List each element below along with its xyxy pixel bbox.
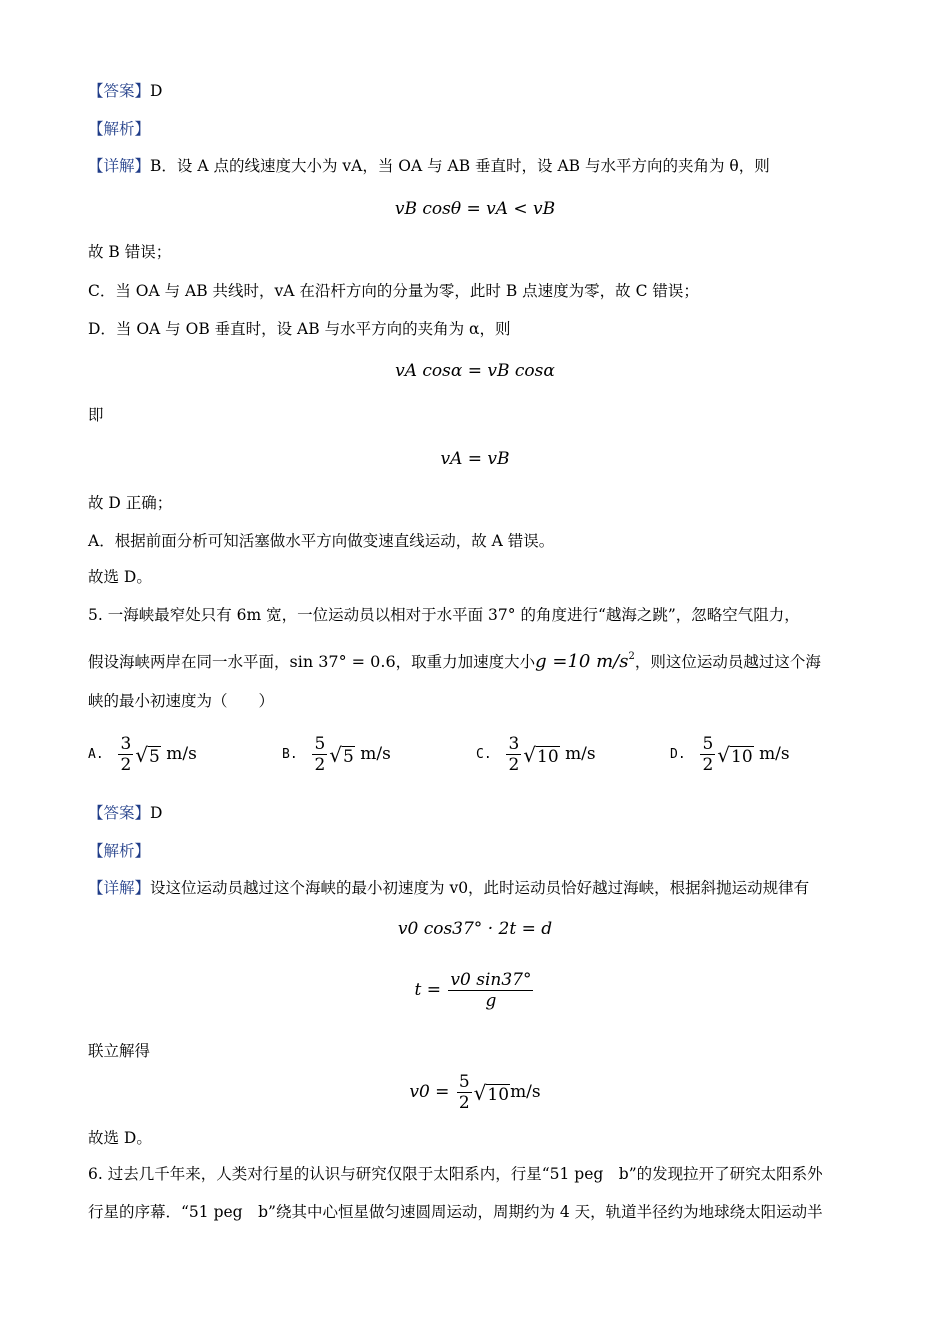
option-unit: m/s xyxy=(360,744,391,764)
answer-tag: 【答案】 xyxy=(88,82,151,100)
b-wrong-line: 故 B 错误； xyxy=(88,243,172,261)
option-c xyxy=(476,734,596,775)
option-value xyxy=(504,734,596,775)
eq3-den: 2 xyxy=(458,1093,470,1113)
option-num: 5 xyxy=(314,734,326,754)
option-num: 3 xyxy=(508,734,520,754)
option-value xyxy=(116,734,197,775)
option-fraction xyxy=(312,734,327,775)
equation-2: vA cosα = vB cosα xyxy=(395,361,555,381)
eq2-den: g xyxy=(485,991,497,1011)
analysis-label: 【解析】 xyxy=(88,842,151,860)
analysis-tag xyxy=(88,118,150,140)
solve-line: 联立解得 xyxy=(88,1042,151,1060)
q5-choose-line: 故选 D。 xyxy=(88,1129,152,1147)
detail-tag: 【详解】 xyxy=(88,157,151,175)
equation-3: vA = vB xyxy=(440,449,510,469)
q5-line3: 峡的最小初速度为（ ） xyxy=(88,692,275,710)
option-label: A. xyxy=(88,747,104,762)
q5-analysis-tag xyxy=(88,840,150,862)
sqrt-sign: √5 xyxy=(135,742,160,767)
analysis-label: 【解析】 xyxy=(88,120,151,138)
eq2-lhs: t = xyxy=(414,980,441,1000)
option-unit: m/s xyxy=(565,744,596,764)
option-value xyxy=(310,734,391,775)
option-label: B. xyxy=(282,747,298,762)
eq3-fraction xyxy=(457,1072,472,1113)
q5-equation-1: v0 cos37° · 2t = d xyxy=(397,919,553,939)
q5-g-value: g =10 m/s xyxy=(535,651,629,672)
option-label: C. xyxy=(476,747,492,762)
q5-answer-line xyxy=(88,802,162,824)
option-fraction xyxy=(700,734,715,775)
option-root: 10 xyxy=(731,746,753,767)
option-num: 5 xyxy=(702,734,714,754)
eq3-num: 5 xyxy=(458,1072,470,1092)
option-d xyxy=(670,734,790,775)
sqrt-sign: √10 xyxy=(717,742,753,767)
detail-text: B．设 A 点的线速度大小为 vA，当 OA 与 AB 垂直时，设 AB 与水平方向的夹角为 θ，则 xyxy=(150,157,770,175)
answer-tag: 【答案】 xyxy=(88,804,151,822)
q5-equation-3 xyxy=(0,1072,950,1113)
q5-line2-c: ，则这位运动员越过这个海 xyxy=(634,653,821,671)
q5-line1: 5. 一海峡最窄处只有 6m 宽，一位运动员以相对于水平面 37° 的角度进行“越海之跳”，忽略空气阻力， xyxy=(88,606,800,624)
q5-g-expr: g =10 $m/s^2$ xyxy=(535,651,635,672)
sqrt-sign: √10 xyxy=(523,742,559,767)
q5-line2-a: 假设海峡两岸在同一水平面， xyxy=(88,653,290,671)
equation-1: vB cosθ = vA < vB xyxy=(394,199,556,219)
d-right-line: 故 D 正确； xyxy=(88,494,173,512)
answer-value: D xyxy=(150,82,163,100)
q5-sin-expr: sin 37° = 0.6 xyxy=(289,652,396,671)
q6-line1: 6. 过去几千年来，人类对行星的认识与研究仅限于太阳系内，行星“51 peg b”的发现拉开了研究太阳系外 xyxy=(88,1165,823,1183)
option-b xyxy=(282,734,391,775)
c-line: C．当 OA 与 AB 共线时，vA 在沿杆方向的分量为零，此时 B 点速度为零，故 C 错误； xyxy=(88,282,699,300)
option-den: 2 xyxy=(120,755,132,775)
option-den: 2 xyxy=(702,755,714,775)
option-den: 2 xyxy=(314,755,326,775)
q5-detail-line xyxy=(88,877,809,899)
option-value xyxy=(698,734,790,775)
eq2-fraction xyxy=(448,970,533,1011)
option-a xyxy=(88,734,197,775)
option-label: D. xyxy=(670,747,686,762)
option-root: 5 xyxy=(149,746,160,767)
q5-equation-2 xyxy=(0,970,950,1011)
option-den: 2 xyxy=(508,755,520,775)
a-line: A．根据前面分析可知活塞做水平方向做变速直线运动，故 A 错误。 xyxy=(88,532,555,550)
detail-line xyxy=(88,155,770,177)
q5-line2 xyxy=(88,646,821,673)
option-unit: m/s xyxy=(759,744,790,764)
answer-line xyxy=(88,80,162,102)
q6-line2: 行星的序幕．“51 peg b”绕其中心恒星做匀速圆周运动，周期约为 4 天，轨道半径约为地球绕太阳运动半 xyxy=(88,1203,823,1221)
option-root: 5 xyxy=(343,746,354,767)
sqrt-sign: √10 xyxy=(473,1080,510,1105)
eq3-lhs: v0 = xyxy=(409,1082,450,1102)
ji-line: 即 xyxy=(88,406,104,424)
detail-text: 设这位运动员越过这个海峡的最小初速度为 v0，此时运动员恰好越过海峡，根据斜抛运动规律有 xyxy=(150,879,810,897)
option-fraction xyxy=(118,734,133,775)
eq2-num: v0 sin37° xyxy=(450,970,532,990)
q5-line2-b: ，取重力加速度大小 xyxy=(395,653,536,671)
answer-value: D xyxy=(150,804,163,822)
choose-line: 故选 D。 xyxy=(88,568,152,586)
d-line: D．当 OA 与 OB 垂直时，设 AB 与水平方向的夹角为 α，则 xyxy=(88,320,511,338)
option-unit: m/s xyxy=(166,744,197,764)
option-fraction xyxy=(506,734,521,775)
sqrt-sign: √5 xyxy=(329,742,354,767)
option-root: 10 xyxy=(537,746,559,767)
option-num: 3 xyxy=(120,734,132,754)
eq3-unit: m/s xyxy=(510,1082,541,1102)
detail-tag: 【详解】 xyxy=(88,879,151,897)
eq3-root: 10 xyxy=(487,1084,510,1105)
